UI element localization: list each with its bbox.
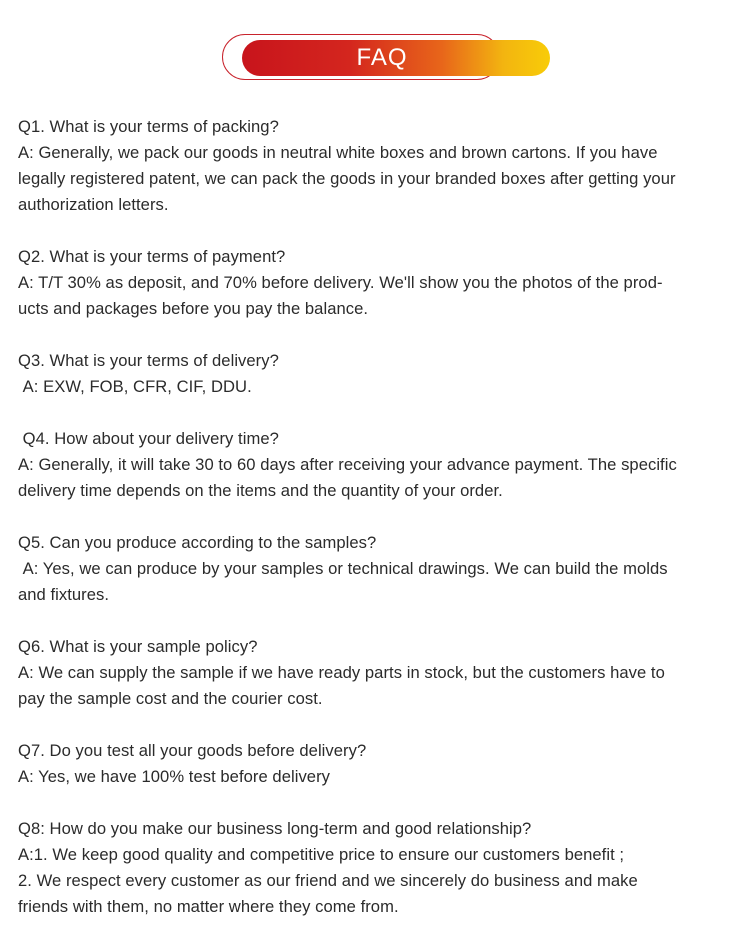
faq-list xyxy=(18,114,734,946)
faq-question: Q4. How about your delivery time? xyxy=(18,429,279,448)
faq-answer-line: and fixtures. xyxy=(18,585,110,604)
faq-title: FAQ xyxy=(356,44,408,71)
faq-item-q3 xyxy=(18,348,734,400)
faq-item-q7 xyxy=(18,738,734,790)
faq-answer-line: A: Yes, we can produce by your samples or technical drawings. We can build the molds xyxy=(18,559,668,578)
faq-item-q6 xyxy=(18,634,734,712)
faq-answer-line: 2. We respect every customer as our friend and we sincerely do business and make xyxy=(18,871,638,890)
faq-answer-line: legally registered patent, we can pack the goods in your branded boxes after getting your xyxy=(18,169,676,188)
faq-answer-line: A: EXW, FOB, CFR, CIF, DDU. xyxy=(18,377,252,396)
faq-question: Q7. Do you test all your goods before delivery? xyxy=(18,741,367,760)
faq-item-q8 xyxy=(18,816,734,920)
faq-question: Q6. What is your sample policy? xyxy=(18,637,258,656)
faq-question: Q1. What is your terms of packing? xyxy=(18,117,279,136)
faq-answer-line: A: T/T 30% as deposit, and 70% before delivery. We'll show you the photos of the prod- xyxy=(18,273,663,292)
faq-header-banner xyxy=(222,34,552,82)
faq-question: Q3. What is your terms of delivery? xyxy=(18,351,279,370)
faq-item-q1 xyxy=(18,114,734,218)
faq-question: Q5. Can you produce according to the samples? xyxy=(18,533,377,552)
faq-answer-line: delivery time depends on the items and the quantity of your order. xyxy=(18,481,503,500)
faq-answer-line: friends with them, no matter where they come from. xyxy=(18,897,399,916)
faq-answer-line: A: Generally, it will take 30 to 60 days after receiving your advance payment. The specific xyxy=(18,455,677,474)
faq-answer-line: authorization letters. xyxy=(18,195,169,214)
faq-answer-line: A: Yes, we have 100% test before delivery xyxy=(18,767,330,786)
faq-item-q2 xyxy=(18,244,734,322)
faq-answer-line: A:1. We keep good quality and competitive price to ensure our customers benefit ; xyxy=(18,845,625,864)
faq-question: Q2. What is your terms of payment? xyxy=(18,247,286,266)
faq-answer-line: ucts and packages before you pay the balance. xyxy=(18,299,369,318)
faq-answer-line: A: We can supply the sample if we have ready parts in stock, but the customers have to xyxy=(18,663,665,682)
faq-question: Q8: How do you make our business long-term and good relationship? xyxy=(18,819,532,838)
faq-item-q5 xyxy=(18,530,734,608)
faq-item-q4 xyxy=(18,426,734,504)
faq-answer-line: pay the sample cost and the courier cost. xyxy=(18,689,323,708)
faq-answer-line: A: Generally, we pack our goods in neutral white boxes and brown cartons. If you have xyxy=(18,143,658,162)
